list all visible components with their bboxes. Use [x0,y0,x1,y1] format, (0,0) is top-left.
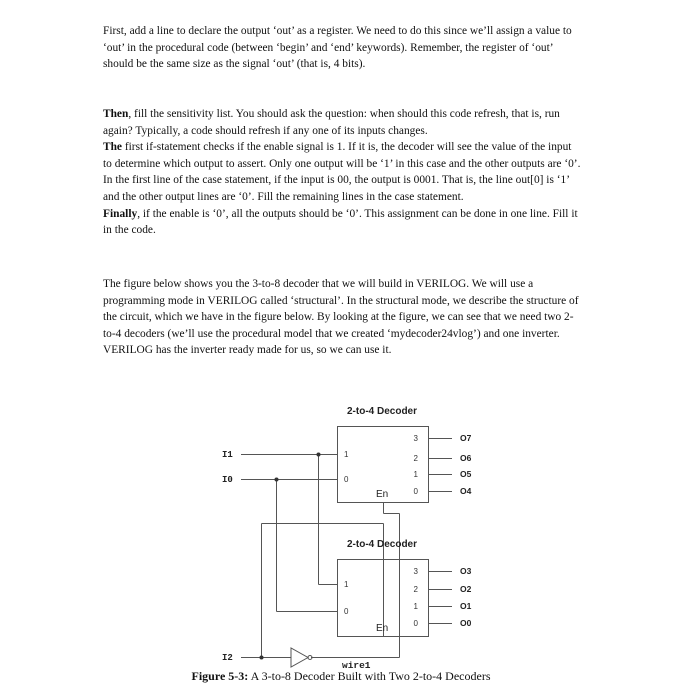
paragraph1-text: First, add a line to declare the output ‘out’ as a register. We need to do this since we’ll assign a value to ‘out’ in the procedural code (between ‘begin’ and ‘end’ keywords). Remember, the register of ‘out’ should be the same size as the signal ‘out’ (that is, 4 bits). [103,25,572,71]
top-select-pin-1: 1 [344,450,349,459]
input-label-i2: I2 [222,653,233,663]
bottom-decoder-title: 2-to-4 Decoder [346,539,418,550]
bottom-output-pin-3: 3 [413,567,418,576]
bottom-output-pin-0: 0 [413,619,418,628]
figure-caption [0,669,682,684]
paragraph-structural-description [103,276,581,359]
then-text: , fill the sensitivity list. You should ask the question: when should this code refresh, that is, run again? Typically, a code should refresh if any one of its inputs changes. [103,108,560,137]
the-text: first if-statement checks if the enable signal is 1. If it is, the decoder will see the value of the input to determine which output to assert. Only one output will be ‘1’ in this case and the other outputs are ‘0’. In the first line of the case statement, if the input is 00, the output is 0001. That is, the line out[0] is ‘1’ and the other output lines are ‘0’. Fill the remaining lines in the case statement. [103,141,581,203]
output-label-o7: O7 [460,433,472,443]
top-output-pin-3: 3 [413,434,418,443]
output-label-o6: O6 [460,453,472,463]
input-label-i1: I1 [222,450,233,460]
junction-dot [260,656,264,660]
paragraph-register-declaration [103,23,581,73]
wire1-label: wire1 [342,660,371,669]
output-label-o4: O4 [460,486,472,496]
junction-dot [275,478,279,482]
paragraph3-text: The figure below shows you the 3-to-8 decoder that we will build in VERILOG. We will use a programming mode in VERILOG called ‘structural’. In the structural mode, we describe the structure of the circuit, which we have in the figure below. By looking at the figure, we can see that we need two 2-to-4 decoders (we’ll use the procedural model that we created ‘mydecoder24vlog’) and one inverter. VERILOG has the inverter ready made for us, so we can use it. [103,278,579,357]
decoder-circuit-diagram [0,395,682,669]
bottom-output-pin-1: 1 [413,602,418,611]
output-label-o5: O5 [460,469,472,479]
caption-label: Figure 5-3: [191,669,249,683]
caption-text: A 3-to-8 Decoder Built with Two 2-to-4 Decoders [248,669,491,683]
output-label-o2: O2 [460,584,472,594]
top-output-pin-1: 1 [413,470,418,479]
finally-lead: Finally [103,207,138,220]
output-label-o3: O3 [460,566,472,576]
top-decoder-title: 2-to-4 Decoder [346,406,418,417]
input-label-i0: I0 [222,475,233,485]
bottom-output-pin-2: 2 [413,585,418,594]
paragraph-sensitivity-list [103,106,581,239]
top-output-pin-2: 2 [413,454,418,463]
output-label-o1: O1 [460,601,472,611]
finally-text: , if the enable is ‘0’, all the outputs should be ‘0’. This assignment can be done in one line. Fill it in the code. [103,207,578,237]
bottom-enable-label: En [376,623,389,634]
output-label-o0: O0 [460,618,472,628]
bottom-select-pin-1: 1 [344,580,349,589]
top-enable-label: En [376,489,389,500]
junction-dot [317,453,321,457]
top-select-pin-0: 0 [344,475,349,484]
top-output-pin-0: 0 [413,487,418,496]
inverter-symbol [291,648,308,667]
bottom-select-pin-0: 0 [344,607,349,616]
then-lead: Then [103,108,129,120]
the-lead: The [103,141,122,154]
